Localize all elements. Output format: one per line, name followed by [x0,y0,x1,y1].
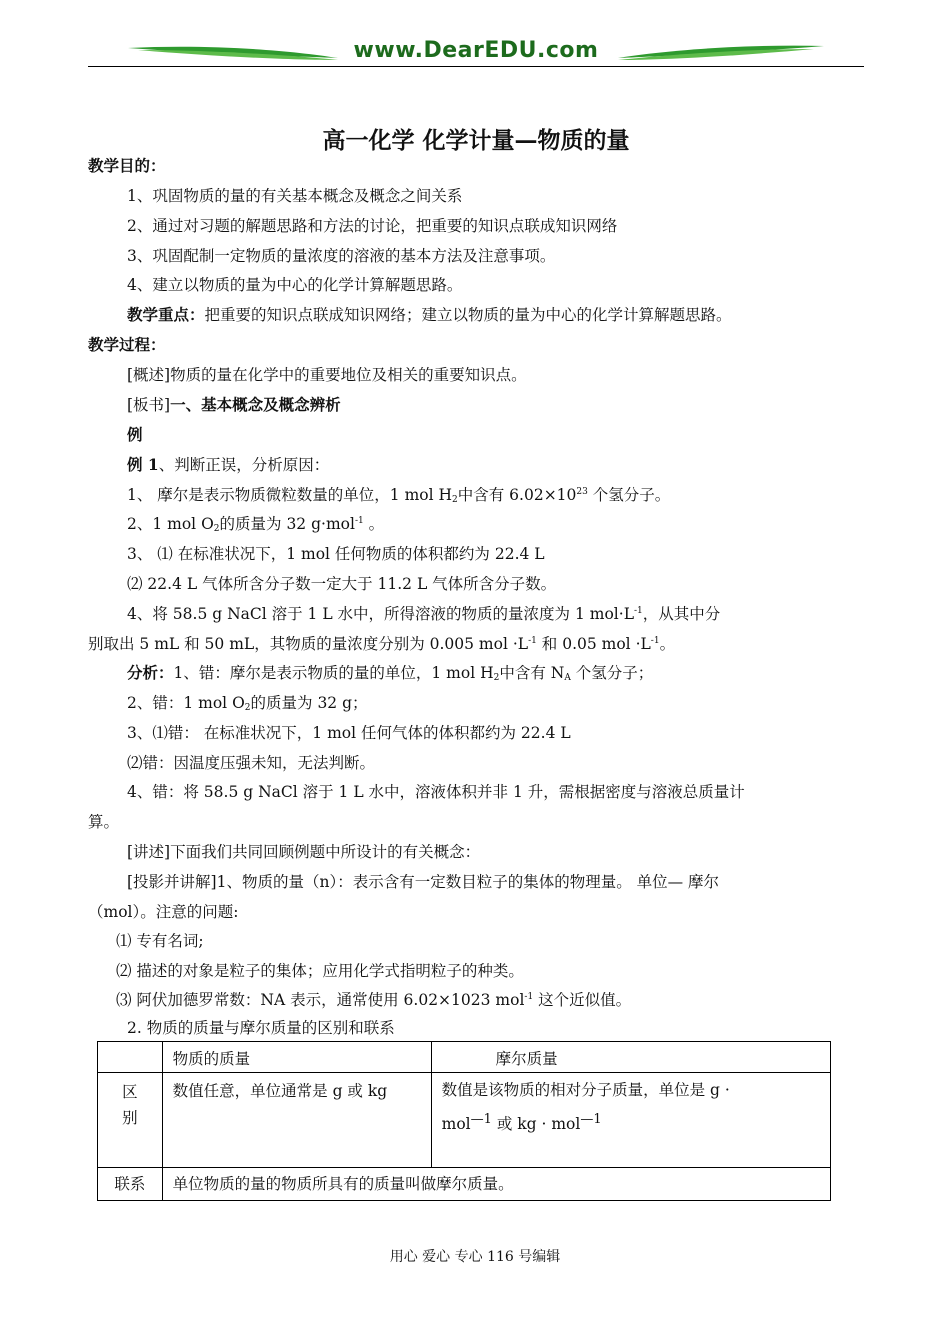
objective-item: 4、建立以物质的量为中心的化学计算解题思路。 [127,276,463,294]
question-1: 1、 摩尔是表示物质微粒数量的单位，1 mol $H_2$中含有 $6.02\times 10^{23}$ 个氢分子。 [127,486,671,505]
board-heading [127,395,341,415]
example1-heading [127,455,329,475]
table-cell: 数值任意，单位通常是 g 或 kg [162,1073,431,1168]
example1-text: 、判断正误，分析原因： [158,456,330,474]
table-row [98,1168,831,1201]
key-points-text: 把重要的知识点联成知识网络；建立以物质的量为中心的化学计算解题思路。 [204,306,732,324]
board-prefix: [板书] [127,396,171,414]
analysis-1: 分析：1、错：摩尔是表示物质的量的单位，1 mol $H_2$中含有 $N_A$ 个氢分子； [127,663,654,683]
analysis-3: 3、⑴错： 在标准状况下，1 mol 任何气体的体积都约为 22.4 L [127,724,571,742]
header-rule [88,66,864,67]
table-row [98,1073,831,1168]
objective-item: 1、巩固物质的量的有关基本概念及概念之间关系 [127,187,463,205]
analysis-2: 2、错：1 mol $O_2$的质量为 32 g； [127,694,368,713]
question-4-cont: 别取出 5 mL 和 50 mL，其物质的量浓度分别为 0.005 mol $\cdot L^{-1}$ 和 0.05 mol $\cdot L^{-1}$。 [88,635,676,653]
note-1: ⑴ 专有名词; [116,932,204,950]
page-title: 高一化学 化学计量—物质的量 [322,127,630,154]
overview-text: [概述]物质的量在化学中的重要地位及相关的重要知识点。 [127,366,527,384]
note-2: ⑵ 描述的对象是粒子的集体；应用化学式指明粒子的种类。 [116,962,524,980]
comparison-table [97,1041,831,1201]
process-heading: 教学过程： [88,335,166,354]
objective-item: 2、通过对习题的解题思路和方法的讨论，把重要的知识点联成知识网络 [127,217,618,235]
question-3b: ⑵ 22.4 L 气体所含分子数一定大于 11.2 L 气体所含分子数。 [127,575,557,593]
example-word: 例 [127,425,143,444]
key-points [127,305,732,325]
table-header-cell: 摩尔质量 [431,1042,830,1073]
question-3: 3、 ⑴ 在标准状况下，1 mol 任何物质的体积都约为 22.4 L [127,545,545,563]
question-4: 4、将 58.5 g NaCl 溶于 1 L 水中，所得溶液的物质的量浓度为 1 $mol\cdot L^{-1}$，从其中分 [127,605,721,623]
question-2: 2、1 mol $O_2$的质量为 32 g·mol$^{-1}$ 。 [127,515,385,534]
analysis-4: 4、错：将 58.5 g NaCl 溶于 1 L 水中，溶液体积并非 1 升，需根据密度与溶液总质量计 [127,783,745,801]
item-2-heading: 2. 物质的质量与摩尔质量的区别和联系 [127,1019,395,1037]
note-3: ⑶ 阿伏加德罗常数：NA 表示，通常使用 6.02×1023 mol$^{-1}$ 这个近似值。 [116,991,632,1009]
table-row-label: 联系 [98,1168,163,1201]
table-cell: 数值是该物质的相对分子质量，单位是 g · mol$^{—1}$ 或 kg · mol$^{—1}$ [431,1073,830,1168]
example1-label: 例 1 [127,455,159,474]
lecture-text: [讲述]下面我们共同回顾例题中所设计的有关概念： [127,843,481,861]
objectives-heading: 教学目的： [88,156,166,175]
analysis-label: 分析： [127,663,174,682]
board-title: 一、基本概念及概念辨析 [170,395,341,414]
projection-text-cont: （mol）。注意的问题: [88,903,239,921]
table-header-cell: 物质的质量 [162,1042,431,1073]
analysis-4-cont: 算。 [88,813,120,831]
objective-item: 3、巩固配制一定物质的量浓度的溶液的基本方法及注意事项。 [127,247,556,265]
table-row-label: 区 别 [98,1073,163,1168]
site-name: www.DearEDU.com [353,38,599,63]
page-footer: 用心 爱心 专心 116 号编辑 [389,1249,561,1265]
table-cell: 单位物质的量的物质所具有的质量叫做摩尔质量。 [162,1168,830,1201]
table-header-row [98,1042,831,1073]
analysis-3b: ⑵错：因温度压强未知，无法判断。 [127,754,376,772]
key-points-label: 教学重点： [127,305,205,324]
table-cell [98,1042,163,1073]
projection-text: [投影并讲解]1、物质的量（n）：表示含有一定数目粒子的集体的物理量。 单位— 摩尔 [127,873,720,891]
